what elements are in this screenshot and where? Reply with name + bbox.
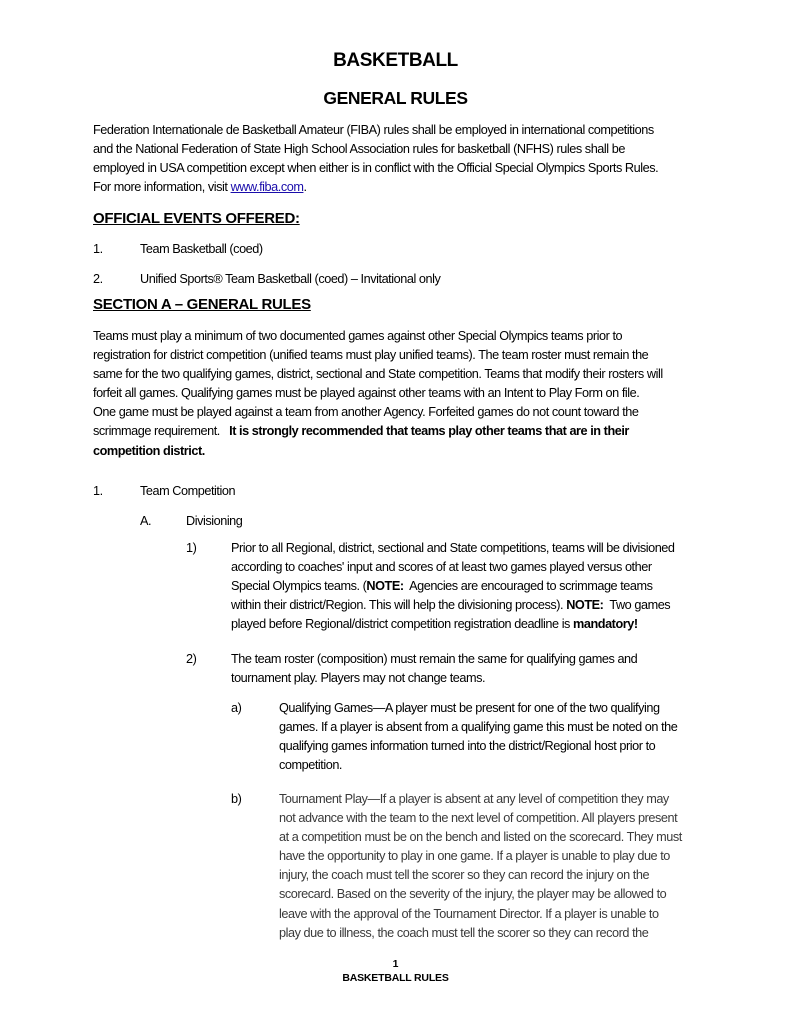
- section-a-paragraph: [93, 327, 663, 461]
- tournament-play-rule: Tournament Play—If a player is absent at any level of competition they may not advance with the team to the next level of competition. All players present at a competition must be on the bench and listed on the scorecard. They must have the opportunity to play in one game. If a player is unable to play due to injury, the coach must tell the scorer so they can record the injury on the scorecard. Based on the severity of the injury, the player may be allowed to leave with the approval of the Tournament Director. If a player is unable to play due to illness, the coach must tell the scorer so they can record the: [279, 792, 682, 940]
- intro-line-more: For more information, visit www.fiba.com.: [93, 180, 307, 195]
- page-subtitle: GENERAL RULES: [323, 88, 468, 108]
- paragraph-line: Teams must play a minimum of two documented games against other Special Olympics teams prior to: [93, 329, 623, 343]
- paragraph-line: same for the two qualifying games, district, sectional and State competition. Teams that modify their rosters will: [93, 367, 663, 382]
- intro-line: and the National Federation of State High School Association rules for basketball (NFHS) rules shall be: [93, 142, 625, 157]
- events-heading: OFFICIAL EVENTS OFFERED:: [93, 210, 300, 227]
- paragraph-line: scrimmage requirement. It is strongly recommended that teams play other teams that are in their: [93, 424, 629, 439]
- page-footer: BASKETBALL RULES: [342, 972, 449, 984]
- intro-line: Federation Internationale de Basketball Amateur (FIBA) rules shall be employed in international competitions: [93, 123, 654, 137]
- page-number: 1: [392, 958, 399, 970]
- paragraph-line: registration for district competition (unified teams must play unified teams). The team roster must remain the: [93, 348, 649, 363]
- divisioning-rule-2: The team roster (composition) must remain the same for qualifying games and tournament play. Players may not change teams.: [231, 652, 638, 686]
- document-page: BASKETBALL GENERAL RULES Federation Internationale de Basketball Amateur (FIBA) rules shall be employed in international competitions and the National Federation of State High School Association rules for basketball (NFHS) rules shall be employed in USA competition except when either is in conflict with the Official Special Olympics Sports Rules. For more information, visit www.fiba.com. OFFICIAL EVENTS OFFERED: 1. Team Basketball (coed) 2. Unified Sports® Team Basketball (coed) – Invitational only SECTION A – GENERAL RULES Teams must play a minimum of two documented games against other Special Olympics teams prior to registration for district competition (unified teams must play unified teams). The team roster must remain the same for the two qualifying games, district, sectional and State competition. Teams that modify their rosters will forfeit all games. Qualifying games must be played against other teams with an Intent to Play Form on file. One game must be played against a team from another Agency. Forfeited games do not count toward the scrimmage requirement. It is strongly recommended that teams play other teams that are in their competition district. 1. Team Competition A. Divisioning 1) Prior to all Regional, district, sectional and State competitions, teams will be divisioned according to coaches' input and scores of at least two games played versus other Special Olympics teams. (NOTE: Agencies are encouraged to scrimmage teams within their district/Region. This will help the divisioning process). NOTE: Two games played before Regional/district competition registration deadline is mandatory! 2) The team roster (composition) must remain the same for qualifying games and tournament play. Players may not change teams. a) Qualifying Games—A player must be present for one of the two qualifying games. If a player is absent from a qualifying game this must be noted on the qualifying games information turned into the district/Regional host prior to competition. b) Tournament Play—If a player is absent at any level of competition they may not advance with the team to the next level of competition. All players present at a competition must be on the bench and listed on the scorecard. They must have the opportunity to play in one game. If a player is unable to play due to injury, the coach must tell the scorer so they can record the injury on the scorecard. Based on the severity of the injury, the player may be allowed to leave with the approval of the Tournament Director. If a player is unable to play due to illness, the coach must tell the scorer so they can record the 1 BASKETBALL RULES: [0, 0, 791, 1024]
- intro-line: employed in USA competition except when either is in conflict with the Official Special Olympics Sports Rules.: [93, 161, 659, 176]
- section-a-heading: SECTION A – GENERAL RULES: [93, 296, 311, 313]
- paragraph-line: forfeit all games. Qualifying games must be played against other teams with an Intent to Play Form on file.: [93, 386, 640, 401]
- page-title: BASKETBALL: [333, 50, 458, 71]
- paragraph-line: One game must be played against a team from another Agency. Forfeited games do not count toward the: [93, 405, 639, 420]
- divisioning-rule-1: Prior to all Regional, district, sectional and State competitions, teams will be divisioned according to coaches' input and scores of at least two games played versus other Special Olympics teams. (NOTE: Agencies are encouraged to scrimmage teams within their district/Region. This will help the divisioning process). NOTE: Two games played before Regional/district competition registration deadline is mandatory!: [231, 541, 675, 632]
- qualifying-games-rule: Qualifying Games—A player must be present for one of the two qualifying games. If a player is absent from a qualifying game this must be noted on the qualifying games information turned into the district/Regional host prior to competition.: [279, 701, 678, 773]
- fiba-link[interactable]: www.fiba.com: [230, 180, 304, 195]
- intro-paragraph: [93, 121, 658, 197]
- paragraph-line: competition district.: [93, 443, 205, 458]
